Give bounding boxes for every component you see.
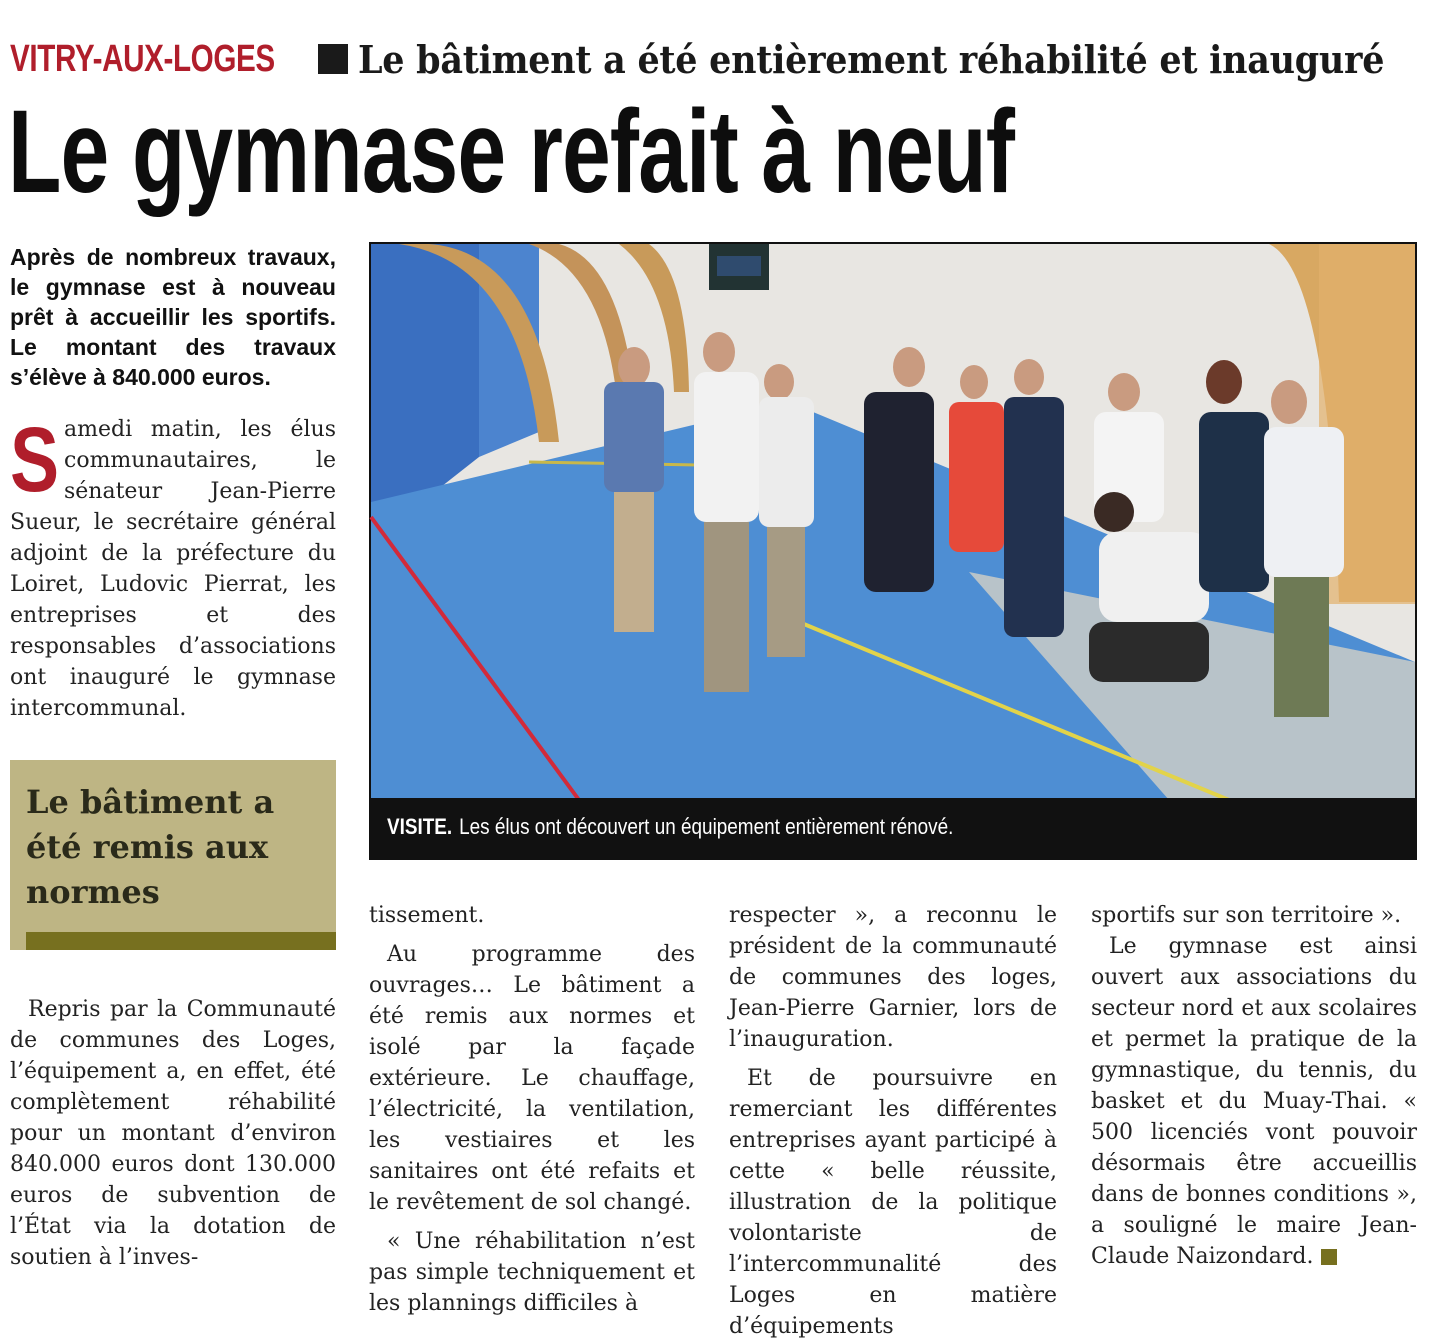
dropcap: S xyxy=(10,409,60,511)
article-photo xyxy=(369,242,1417,860)
lead-text: Après de nombreux travaux, le gymnase est à nouveau prêt à accueillir les sportifs. Le montant des travaux s’élève à 840.000 euros. xyxy=(10,244,336,390)
column-c xyxy=(729,900,1057,1342)
column-a xyxy=(10,994,336,1273)
caption-label: VISITE. xyxy=(387,814,453,839)
lead-paragraph xyxy=(10,242,336,392)
column-d-paragraph-2 xyxy=(1091,931,1417,1272)
headline: Le gymnase refait à neuf xyxy=(8,86,1015,218)
column-d xyxy=(1091,900,1417,1272)
column-b-paragraph-2: Au programme des ouvrages… Le bâtiment a été remis aux normes et isolé par la façade extérieure. Le chauffage, l’électricité, la ventilation, les vestiaires et les sanitaires ont été refaits et le revêtement de sol changé. xyxy=(369,942,695,1215)
intro-text: amedi matin, les élus communautaires, le sénateur Jean-Pierre Sueur, le secrétaire général adjoint de la préfecture du Loiret, Ludovic Pierrat, les entreprises et des responsables d’associations ont inauguré le gymnase intercommunal. xyxy=(10,417,336,721)
kicker-square-icon xyxy=(318,44,348,74)
column-d-paragraph-2-text: Le gymnase est ainsi ouvert aux associations du secteur nord et aux scolaires et permet la pratique de la gymnastique, du tennis, du basket et du Muay-Thai. « 500 licenciés vont pouvoir désormais être accueillis dans de bonnes conditions », a souligné le maire Jean-Claude Naizondard. xyxy=(1091,934,1417,1269)
intro-paragraph xyxy=(10,409,336,724)
column-b xyxy=(369,900,695,1319)
column-a-paragraph: Repris par la Communauté de communes des Loges, l’équipement a, en effet, été complètement réhabilité pour un montant d’environ 840.000 euros dont 130.000 euros de subvention de l’État via la dotation de soutien à l’inves- xyxy=(10,997,336,1270)
end-of-article-square-icon xyxy=(1321,1249,1337,1265)
column-c-paragraph-1: respecter », a reconnu le président de la communauté de communes des loges, Jean-Pierre Garnier, lors de l’inauguration. xyxy=(729,903,1057,1052)
photo-caption xyxy=(387,814,953,840)
column-c-paragraph-2: Et de poursuivre en remerciant les différentes entreprises ayant participé à cette « belle réussite, illustration de la politique volontariste de l’intercommunalité des Loges en matière d’équipements xyxy=(729,1066,1057,1339)
pullquote-box xyxy=(10,760,336,950)
kicker-place: VITRY-AUX-LOGES xyxy=(10,37,275,80)
pullquote-bar xyxy=(26,932,336,950)
caption-text: Les élus ont découvert un équipement entièrement rénové. xyxy=(459,814,954,839)
pullquote-text: Le bâtiment a été remis aux normes xyxy=(26,783,275,911)
column-b-paragraph-1: tissement. xyxy=(369,903,485,928)
column-b-paragraph-3: « Une réhabilitation n’est pas simple techniquement et les plannings difficiles à xyxy=(369,1229,695,1316)
kicker xyxy=(10,30,1430,88)
gymnasium-photo-image xyxy=(369,242,1417,860)
column-d-paragraph-1: sportifs sur son territoire ». xyxy=(1091,903,1402,928)
kicker-text: Le bâtiment a été entièrement réhabilité et inauguré xyxy=(358,36,1385,82)
